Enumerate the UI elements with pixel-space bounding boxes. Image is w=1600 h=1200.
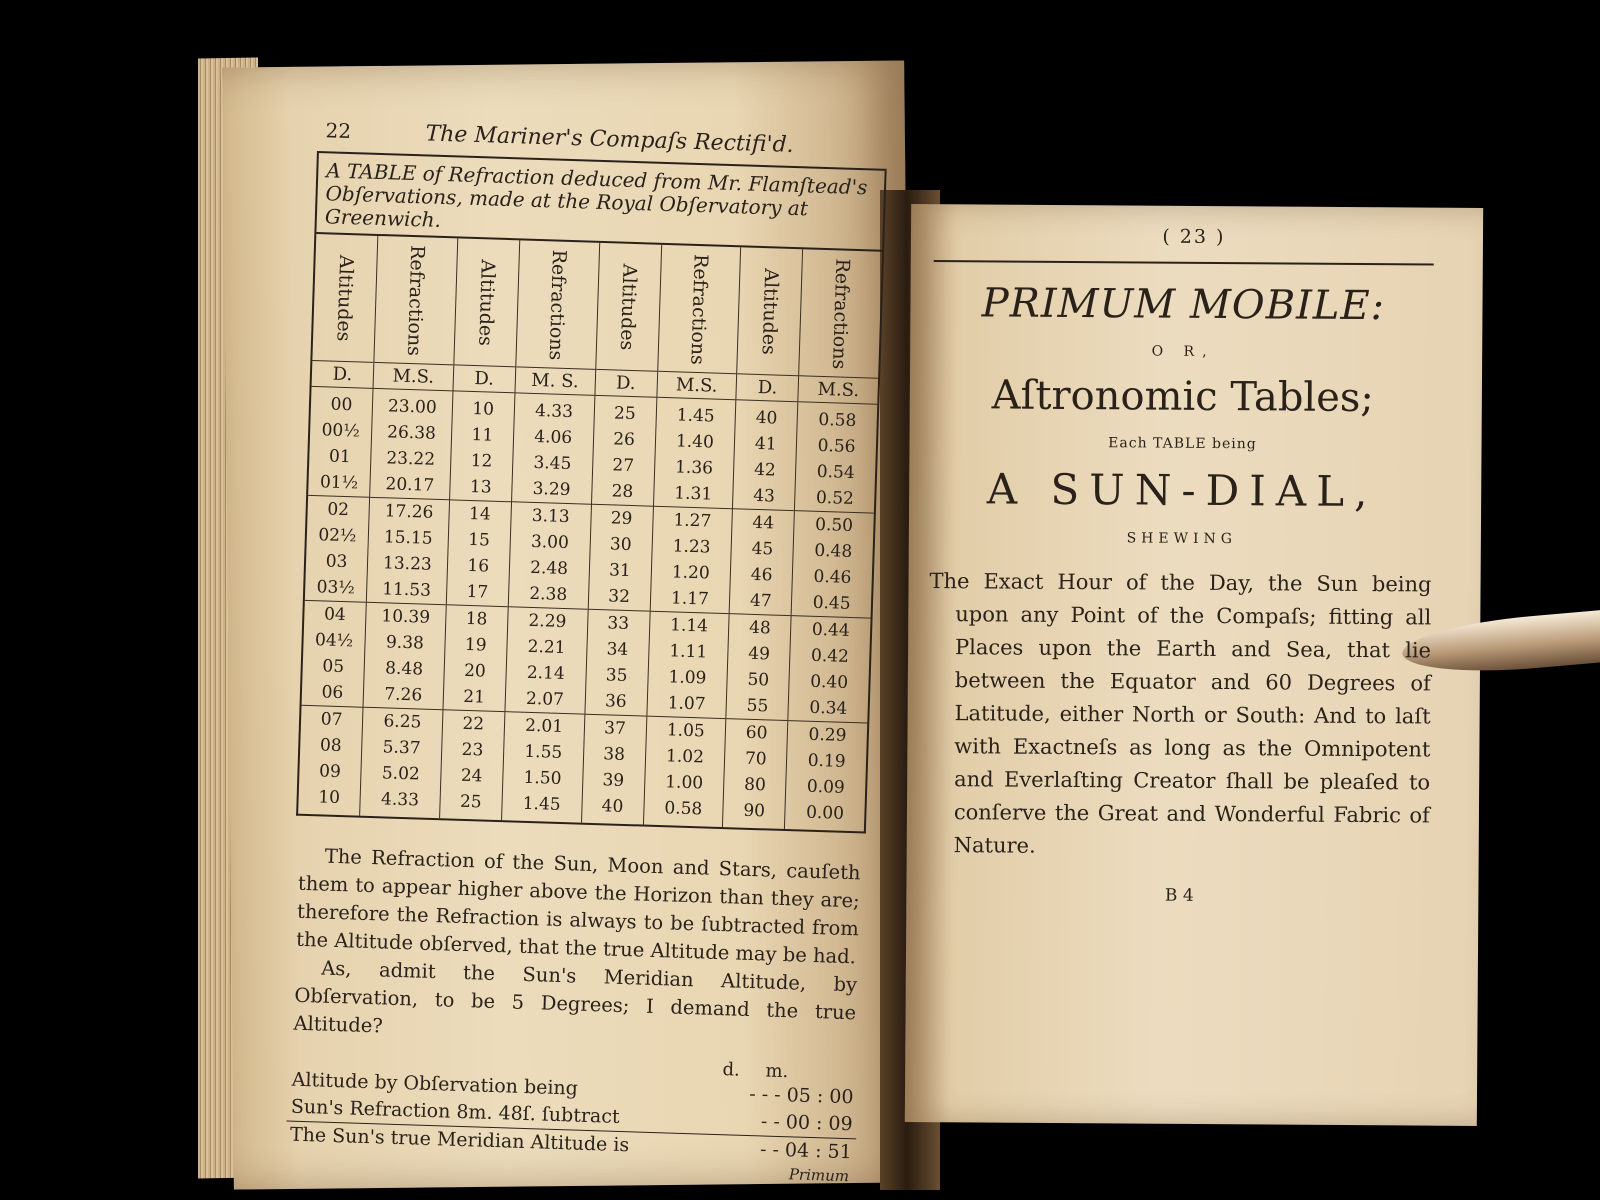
table-cell: 0.58	[664, 798, 703, 820]
table-cell: 1.31	[653, 480, 733, 509]
table-cell: 1.02	[665, 746, 705, 768]
table-cell: 25	[459, 791, 482, 813]
table-cell: 70	[744, 748, 767, 770]
altitudes-header	[596, 243, 661, 371]
table-cell: 10.39	[381, 606, 431, 628]
table-cell: 3.29	[512, 475, 592, 504]
table-cell: 3.00	[530, 531, 570, 554]
table-cell: 20.17	[370, 471, 450, 500]
table-cell: 10	[472, 398, 495, 420]
column-header-label: Refractions	[686, 253, 712, 365]
table-cell: 2.01	[524, 715, 564, 737]
table-cell: 29	[610, 508, 633, 530]
table-cell: 21	[443, 683, 505, 712]
table-cell: 17	[447, 578, 509, 607]
description-text	[930, 565, 1432, 865]
table-cell: 0.09	[806, 776, 846, 798]
table-cell: 2.21	[527, 636, 566, 659]
column-header-label: Refractions	[402, 244, 429, 356]
table-cell: 9.38	[385, 632, 425, 654]
table-cell: 36	[585, 688, 647, 717]
table-cell: 0.48	[814, 540, 853, 562]
table-cell: 12	[470, 450, 493, 472]
table-cell: 0.54	[816, 461, 855, 484]
column-unit: D.	[312, 360, 374, 389]
calculation-label: The Sun's true Meridian Altitude is	[289, 1123, 630, 1157]
or-line: O R,	[1151, 343, 1215, 360]
refractions-header	[516, 240, 599, 368]
table-cell: 5.02	[381, 763, 421, 785]
table-cell: 34	[606, 639, 629, 661]
column-header-label: Refractions	[544, 248, 571, 361]
table-cell: 04½	[314, 630, 354, 652]
table-cell: 1.11	[669, 641, 708, 663]
table-cell: 03	[325, 551, 348, 573]
table-cell: 08	[319, 735, 342, 757]
table-cell: 0.58	[818, 409, 857, 432]
table-cell: 25	[613, 403, 636, 425]
each-table-line: Each TABLE being	[1108, 435, 1257, 453]
refraction-text	[289, 842, 865, 1056]
table-cell: 2.38	[508, 580, 588, 609]
table-cell: 28	[591, 478, 653, 507]
table-cell: 24	[460, 765, 483, 787]
subtitle: Aſtronomic Tables;	[991, 372, 1375, 422]
table-cell: 01	[328, 446, 352, 468]
header-rule	[934, 260, 1434, 265]
column-unit: D.	[595, 369, 657, 398]
table-cell: 40	[755, 407, 778, 429]
column-header-label: Altitudes	[474, 258, 499, 346]
table-title: A TABLE of Refraction deduced from Mr. Flamſtead's Obſervations, made at the Royal Obſervatory at Greenwich.	[316, 153, 884, 252]
table-cell: 02½	[318, 525, 357, 547]
table-cell: 37	[603, 718, 627, 739]
calculation-value: - - - 05 : 00	[748, 1083, 854, 1109]
table-cell: 1.05	[666, 720, 706, 742]
table-cell: 0.00	[805, 802, 845, 824]
table-cell: 0.56	[817, 435, 856, 458]
calculation-label: Altitude by Obſervation being	[291, 1068, 579, 1100]
table-cell: 23.22	[386, 448, 436, 470]
shewing-line: SHEWING	[1126, 530, 1238, 548]
table-cell: 14	[468, 503, 492, 525]
table-cell: 50	[747, 669, 770, 691]
table-cell: 1.07	[647, 690, 727, 719]
table-cell: 0.46	[813, 566, 852, 588]
table-cell: 17.26	[384, 501, 434, 523]
column-header-label: Altitudes	[332, 254, 358, 342]
table-cell: 2.14	[526, 662, 566, 685]
column-header-label: Refractions	[828, 257, 854, 370]
table-cell: 42	[753, 459, 777, 481]
left-page-content	[285, 118, 888, 1185]
table-cell: 20	[463, 660, 487, 682]
table-cell: 1.55	[524, 741, 563, 763]
table-cell: 1.14	[669, 615, 709, 637]
table-cell: 47	[730, 587, 792, 616]
table-cell: 80	[743, 774, 767, 796]
table-cell: 16	[467, 555, 490, 577]
table-cell: 10	[318, 787, 341, 809]
table-cell: 8.48	[384, 658, 424, 680]
table-cell: 38	[603, 744, 626, 765]
table-cell: 1.45	[522, 793, 561, 815]
table-cell: 1.50	[523, 767, 562, 789]
column-unit: D.	[453, 364, 515, 393]
sun-dial-heading: A SUN-DIAL,	[986, 464, 1378, 517]
table-cell: 1.20	[671, 562, 711, 584]
table-cell: 06	[302, 679, 364, 708]
altitudes-header	[737, 247, 802, 375]
table-cell: 60	[745, 722, 768, 744]
altitudes-header	[454, 238, 519, 366]
table-cell: 1.00	[664, 772, 704, 794]
table-cell: 6.25	[383, 711, 422, 733]
table-cell: 7.26	[364, 681, 444, 710]
table-cell: 23	[461, 739, 484, 761]
catchword: Primum	[788, 1165, 850, 1186]
table-cell: 35	[605, 665, 628, 686]
table-cell: 1.27	[673, 510, 712, 532]
table-cell: 0.29	[808, 724, 847, 746]
table-cell: 5.37	[382, 737, 421, 759]
table-cell: 00½	[321, 420, 361, 442]
paragraph-refraction: The Refraction of the Sun, Moon and Stars, cauſeth them to appear higher above the Horizon than they are; therefore the Refraction is always to be ſubtracted from the Altitude obſerved, that the true Altitude may be had.	[295, 844, 861, 969]
column-unit: M.S.	[657, 371, 737, 400]
table-cell: 39	[602, 770, 625, 791]
table-cell: 4.33	[380, 789, 420, 811]
table-cell: 4.33	[534, 400, 574, 423]
column-unit: M.S.	[799, 375, 879, 404]
table-cell: 0.42	[810, 645, 850, 667]
table-cell: 0.34	[789, 694, 869, 723]
table-cell: 49	[748, 643, 771, 665]
table-cell: 0.52	[795, 484, 875, 513]
table-cell: 40	[601, 796, 624, 817]
table-cell: 02	[327, 499, 350, 521]
table-cell: 1.45	[676, 405, 715, 427]
table-cell: 01½	[308, 469, 370, 498]
table-cell: 48	[748, 617, 772, 639]
table-cell: 45	[751, 538, 774, 560]
column-header-label: Altitudes	[757, 267, 783, 355]
main-title: PRIMUM MOBILE:	[981, 280, 1386, 330]
table-cell: 32	[588, 583, 650, 612]
table-cell: 03½	[305, 574, 367, 603]
page-number-right: ( 23 )	[1162, 225, 1226, 249]
table-cell: 31	[608, 560, 632, 582]
table-cell: 0.45	[792, 589, 872, 618]
table-cell: 23.00	[387, 396, 437, 418]
table-cell: 04	[323, 604, 347, 626]
table-cell: 2.07	[505, 685, 585, 714]
table-cell: 3.45	[533, 452, 572, 475]
table-cell: 0.19	[807, 750, 846, 772]
column-unit: M. S.	[515, 366, 595, 395]
table-cell: 11.53	[367, 576, 447, 605]
table-cell: 3.13	[531, 505, 570, 528]
column-unit: M.S.	[374, 362, 454, 391]
table-cell: 05	[322, 656, 345, 678]
table-cell: 4.06	[533, 426, 573, 449]
table-cell: 0.44	[811, 619, 851, 641]
table-cell: 00	[330, 394, 353, 416]
table-cell: 07	[320, 709, 343, 731]
altitudes-header	[312, 234, 377, 362]
table-cell: 13	[450, 473, 512, 502]
table-cell: 1.17	[650, 585, 730, 614]
description-rest: Exact Hour of the Day, the Sun being upon any Point of the Compaſs; fitting all Places upon the Earth and Sea, that lie between the Equator and 60 Degrees of Latitude, either North or South: And to laſt with Exactneſs as long as the Omnipotent and Everlaſting Creator ſhall be pleaſed to conſerve the Great and Wonderful Fabric of Nature.	[953, 569, 1432, 858]
table-cell: 13.23	[382, 553, 433, 575]
table-cell: 1.09	[668, 667, 707, 689]
table-cell: 1.40	[675, 431, 715, 453]
table-cell: 18	[465, 608, 488, 630]
table-cell: 22	[462, 713, 485, 735]
column-unit: D.	[737, 373, 799, 402]
refractions-header	[374, 236, 457, 364]
calculation-label: Sun's Refraction 8m. 48ſ. ſubtract	[290, 1095, 620, 1128]
table-cell: 44	[752, 512, 775, 534]
table-cell: 0.40	[809, 671, 849, 693]
table-cell: 26	[612, 429, 636, 451]
refraction-table	[298, 234, 882, 831]
right-page-content	[929, 224, 1434, 907]
table-cell: 27	[612, 455, 635, 477]
table-cell: 41	[754, 433, 777, 455]
refractions-header	[658, 245, 741, 373]
table-cell: 26.38	[386, 422, 437, 444]
description-first-word: The	[929, 568, 970, 594]
table-cell: 1.36	[674, 457, 714, 479]
signature-mark: B 4	[1164, 885, 1194, 906]
table-cell: 19	[464, 634, 487, 656]
table-cell: 09	[318, 761, 342, 783]
calculation-value: - - 04 : 51	[759, 1138, 853, 1164]
running-head-title: The Mariner's Compaſs Rectifi'd.	[425, 121, 794, 158]
table-cell: 33	[607, 613, 630, 635]
paragraph-example: As, admit the Sun's Meridian Altitude, by Obſervation, to be 5 Degrees; I demand the true Altitude?	[293, 956, 858, 1038]
calculation-value: - - 00 : 09	[760, 1110, 854, 1136]
degrees-minutes-header: d. m.	[722, 1059, 789, 1083]
table-cell: 43	[733, 482, 795, 511]
page-number-left: 22	[325, 118, 352, 144]
table-cell: 90	[743, 800, 766, 822]
table-cell: 30	[609, 534, 632, 556]
table-cell: 46	[750, 564, 773, 586]
table-cell: 11	[471, 424, 494, 446]
column-header-label: Altitudes	[615, 263, 641, 351]
table-cell: 2.29	[528, 610, 567, 633]
table-cell: 1.23	[672, 536, 711, 558]
table-cell: 2.48	[529, 557, 569, 580]
table-cell: 15.15	[383, 527, 433, 549]
table-cell: 55	[727, 692, 789, 721]
table-cell: 0.50	[814, 514, 854, 537]
refractions-header	[799, 249, 882, 377]
refraction-table-frame	[296, 153, 887, 834]
refractions-column-4	[785, 249, 882, 831]
table-cell: 15	[467, 529, 491, 551]
